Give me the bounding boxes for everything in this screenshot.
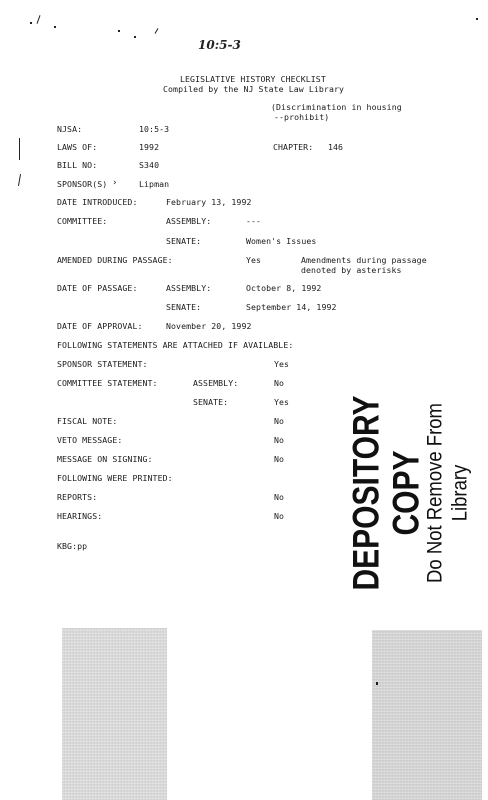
subject-note-line2: --prohibit) [274, 112, 330, 122]
date-of-passage-label: DATE OF PASSAGE: [57, 283, 138, 293]
chapter-value: 146 [328, 142, 344, 152]
sponsor-statement-value: Yes [274, 359, 290, 369]
scan-speck [30, 22, 32, 24]
scan-speck [476, 18, 478, 20]
message-on-signing-value: No [274, 454, 285, 464]
committee-statement-assembly-label: ASSEMBLY: [193, 378, 239, 388]
date-of-approval-value: November 20, 1992 [166, 321, 252, 331]
chapter-label: CHAPTER: [273, 142, 314, 152]
committee-statement-senate-value: Yes [274, 397, 290, 407]
date-introduced-label: DATE INTRODUCED: [57, 197, 138, 207]
committee-assembly-label: ASSEMBLY: [166, 216, 212, 226]
reports-label: REPORTS: [57, 492, 98, 502]
fiscal-note-value: No [274, 416, 285, 426]
depository-copy-stamp [345, 388, 472, 598]
initials: KBG:pp [57, 541, 88, 551]
laws-of-value: 1992 [139, 142, 160, 152]
scan-speck [118, 30, 120, 32]
hearings-label: HEARINGS: [57, 511, 103, 521]
checklist-title: LEGISLATIVE HISTORY CHECKLIST [180, 74, 326, 84]
scan-speck [54, 26, 56, 28]
bill-no-label: BILL NO: [57, 160, 98, 170]
message-on-signing-label: MESSAGE ON SIGNING: [57, 454, 153, 464]
amended-note-line2: denoted by asterisks [301, 265, 402, 275]
amended-label: AMENDED DURING PASSAGE: [57, 255, 173, 265]
passage-assembly-label: ASSEMBLY: [166, 283, 212, 293]
date-of-approval-label: DATE OF APPROVAL: [57, 321, 143, 331]
hearings-value: No [274, 511, 285, 521]
veto-message-label: VETO MESSAGE: [57, 435, 123, 445]
amended-note-line1: Amendments during passage [301, 255, 427, 265]
reports-value: No [274, 492, 285, 502]
bill-no-value: S340 [139, 160, 160, 170]
scan-speck [134, 36, 136, 38]
scan-speck [36, 15, 40, 24]
committee-senate-label: SENATE: [166, 236, 202, 246]
scan-noise-right [372, 630, 482, 800]
committee-senate-value: Women's Issues [246, 236, 317, 246]
committee-statement-label: COMMITTEE STATEMENT: [57, 378, 158, 388]
handwritten-number: 10:5-3 [198, 38, 241, 52]
njsa-label: NJSA: [57, 124, 83, 134]
passage-assembly-value: October 8, 1992 [246, 283, 322, 293]
committee-label: COMMITTEE: [57, 216, 108, 226]
njsa-value: 10:5-3 [139, 124, 170, 134]
passage-senate-label: SENATE: [166, 302, 202, 312]
amended-value: Yes [246, 255, 262, 265]
margin-mark [18, 174, 21, 186]
fiscal-note-label: FISCAL NOTE: [57, 416, 118, 426]
stamp-line1: DEPOSITORY COPY [345, 395, 427, 591]
passage-senate-value: September 14, 1992 [246, 302, 337, 312]
checklist-subtitle: Compiled by the NJ State Law Library [163, 84, 345, 94]
laws-of-label: LAWS OF: [57, 142, 98, 152]
printed-heading: FOLLOWING WERE PRINTED: [57, 473, 173, 483]
sponsor-label: SPONSOR(S) [57, 179, 108, 189]
sponsor-statement-label: SPONSOR STATEMENT: [57, 359, 148, 369]
committee-assembly-value: --- [246, 216, 262, 226]
scan-speck [155, 28, 159, 34]
date-introduced-value: February 13, 1992 [166, 197, 252, 207]
veto-message-value: No [274, 435, 285, 445]
attached-heading: FOLLOWING STATEMENTS ARE ATTACHED IF AVAILABLE: [57, 340, 294, 350]
committee-statement-assembly-value: No [274, 378, 285, 388]
stamp-line2: Do Not Remove From Library [421, 403, 472, 583]
scan-noise-left [62, 628, 167, 800]
margin-mark [19, 138, 20, 160]
sponsor-arrow-mark: › [112, 178, 118, 188]
subject-note-line1: (Discrimination in housing [271, 102, 402, 112]
committee-statement-senate-label: SENATE: [193, 397, 229, 407]
sponsor-value: Lipman [139, 179, 170, 189]
